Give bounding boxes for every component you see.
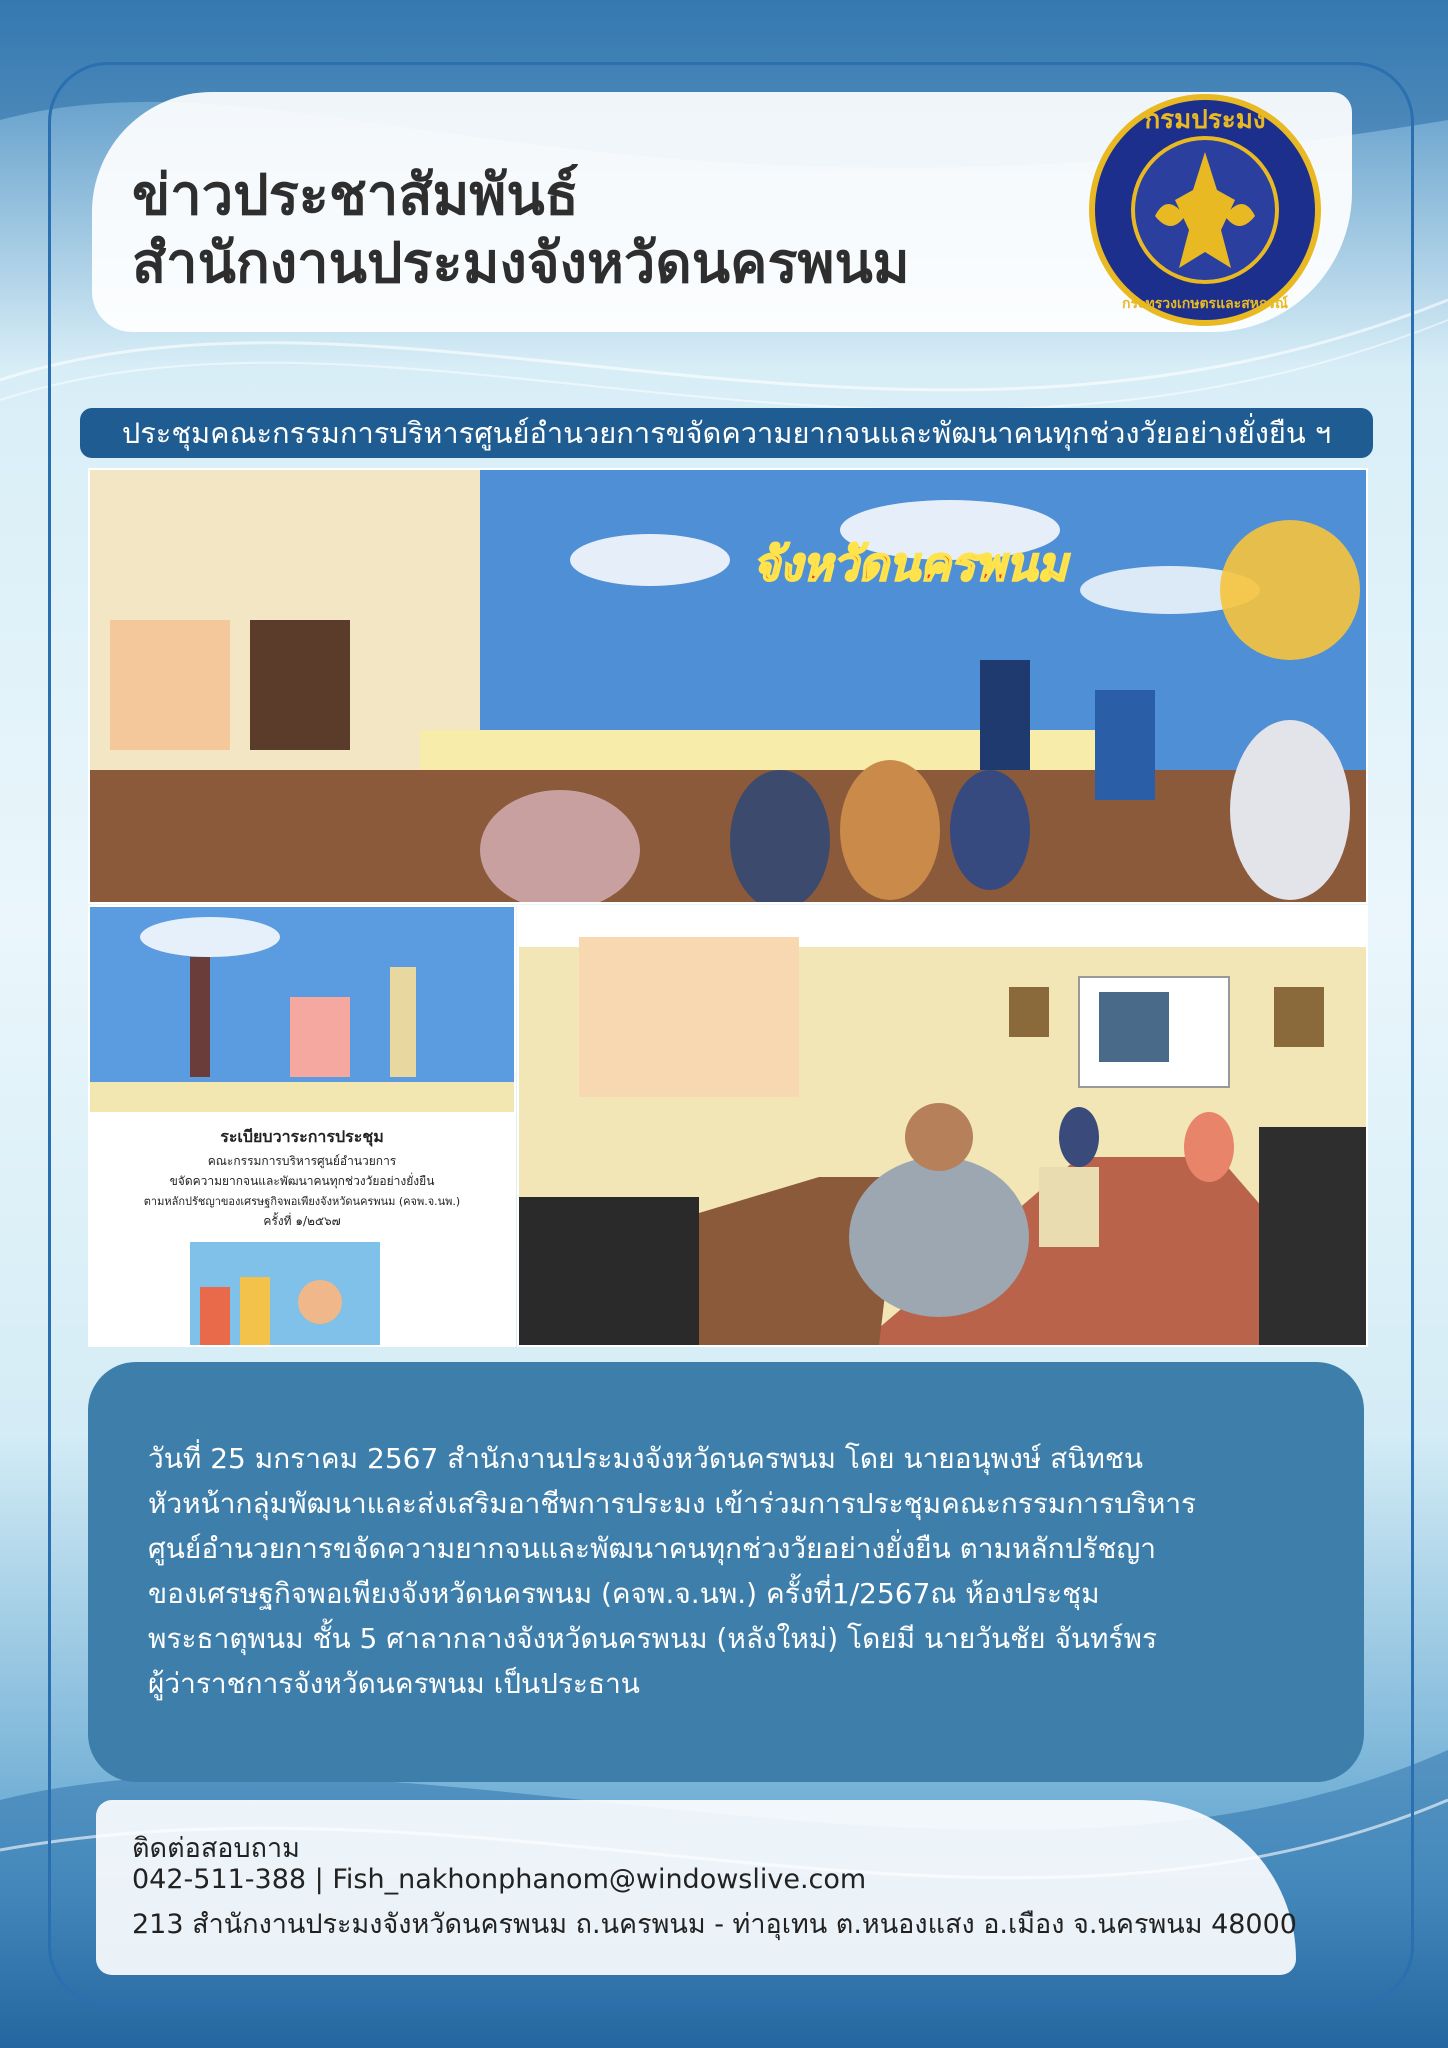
meeting-photo-main: [88, 468, 1368, 904]
meeting-photo-room: [517, 905, 1368, 1347]
logo-subtitle: กระทรวงเกษตรและสหกรณ์: [1122, 296, 1288, 312]
page-title-line1: ข่าวประชาสัมพันธ์: [132, 163, 579, 228]
news-headline: ประชุมคณะกรรมการบริหารศูนย์อำนวยการขจัดความยากจนและพัฒนาคนทุกช่วงวัยอย่างยั่งยืน ฯ: [80, 408, 1373, 458]
department-of-fisheries-logo: [1085, 90, 1325, 330]
news-body-text: วันที่ 25 มกราคม 2567 สำนักงานประมงจังหวัดนครพนม โดย นายอนุพงษ์ สนิทชน หัวหน้ากลุ่มพัฒนาและส่งเสริมอาชีพการประมง เข้าร่วมการประชุมคณะกรรมการบริหาร ศูนย์อำนวยการขจัดความยากจนและพัฒนาคนทุกช่วงวัยอย่างยั่งยืน ตามหลักปรัชญา ของเศรษฐกิจพอเพียงจังหวัดนครพนม (คจพ.จ.นพ.) ครั้งที่1/2567ณ ห้องประชุม พระธาตุพนม ชั้น 5 ศาลากลางจังหวัดนครพนม (หลังใหม่) โดยมี นายวันชัย จันทร์พร ผู้ว่าราชการจังหวัดนครพนม เป็นประธาน: [148, 1442, 1197, 1700]
agenda-line4: ครั้งที่ ๑/๒๕๖๗: [263, 1214, 341, 1228]
contact-label: ติดต่อสอบถาม: [132, 1833, 300, 1864]
logo-title: กรมประมง: [1144, 105, 1266, 135]
contact-phone-email: 042-511-388 | Fish_nakhonphanom@windowslive.com: [132, 1864, 867, 1895]
meeting-photo-agenda: [88, 905, 516, 1347]
banner-province-text: จังหวัดนครพนม: [752, 537, 1068, 591]
page-title-line2: สำนักงานประมงจังหวัดนครพนม: [132, 231, 910, 296]
agenda-line1: คณะกรรมการบริหารศูนย์อำนวยการ: [207, 1154, 397, 1168]
agenda-line2: ขจัดความยากจนและพัฒนาคนทุกช่วงวัยอย่างยั่งยืน: [169, 1174, 435, 1188]
contact-address: 213 สำนักงานประมงจังหวัดนครพนม ถ.นครพนม - ท่าอุเทน ต.หนองแสง อ.เมือง จ.นครพนม 48000: [132, 1909, 1297, 1940]
agenda-line3: ตามหลักปรัชญาของเศรษฐกิจพอเพียงจังหวัดนครพนม (คจพ.จ.นพ.): [143, 1195, 461, 1208]
agenda-title: ระเบียบวาระการประชุม: [220, 1127, 384, 1146]
